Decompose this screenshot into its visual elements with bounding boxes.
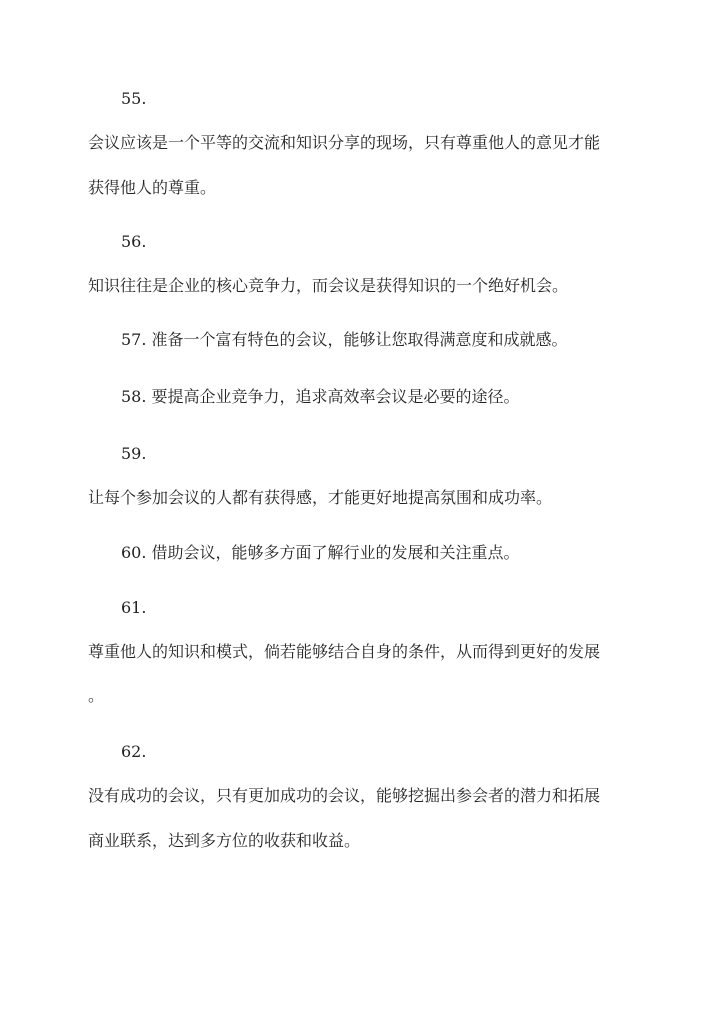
item-number-56: 56.: [121, 232, 147, 251]
item-text-62-line-1: 没有成功的会议，只有更加成功的会议，能够挖掘出参会者的潜力和拓展: [88, 786, 601, 805]
item-57: 57. 准备一个富有特色的会议，能够让您取得满意度和成就感。: [121, 330, 568, 349]
item-text-62-line-2: 商业联系，达到多方位的收获和收益。: [88, 831, 361, 850]
item-text-61-line-1: 尊重他人的知识和模式，倘若能够结合自身的条件，从而得到更好的发展: [88, 642, 601, 661]
item-text-59-line-1: 让每个参加会议的人都有获得感，才能更好地提高氛围和成功率。: [88, 488, 553, 507]
item-58: 58. 要提高企业竞争力，追求高效率会议是必要的途径。: [121, 387, 520, 406]
item-text-56-line-1: 知识往往是企业的核心竞争力，而会议是获得知识的一个绝好机会。: [88, 276, 569, 295]
item-number-55: 55.: [121, 89, 147, 108]
item-number-59: 59.: [121, 444, 147, 463]
item-text-61-line-2: 。: [88, 686, 105, 705]
item-60: 60. 借助会议，能够多方面了解行业的发展和关注重点。: [121, 543, 520, 562]
item-text-55-line-2: 获得他人的尊重。: [88, 178, 217, 197]
item-text-55-line-1: 会议应该是一个平等的交流和知识分享的现场，只有尊重他人的意见才能: [88, 133, 601, 152]
item-number-62: 62.: [121, 742, 147, 761]
item-number-61: 61.: [121, 598, 147, 617]
